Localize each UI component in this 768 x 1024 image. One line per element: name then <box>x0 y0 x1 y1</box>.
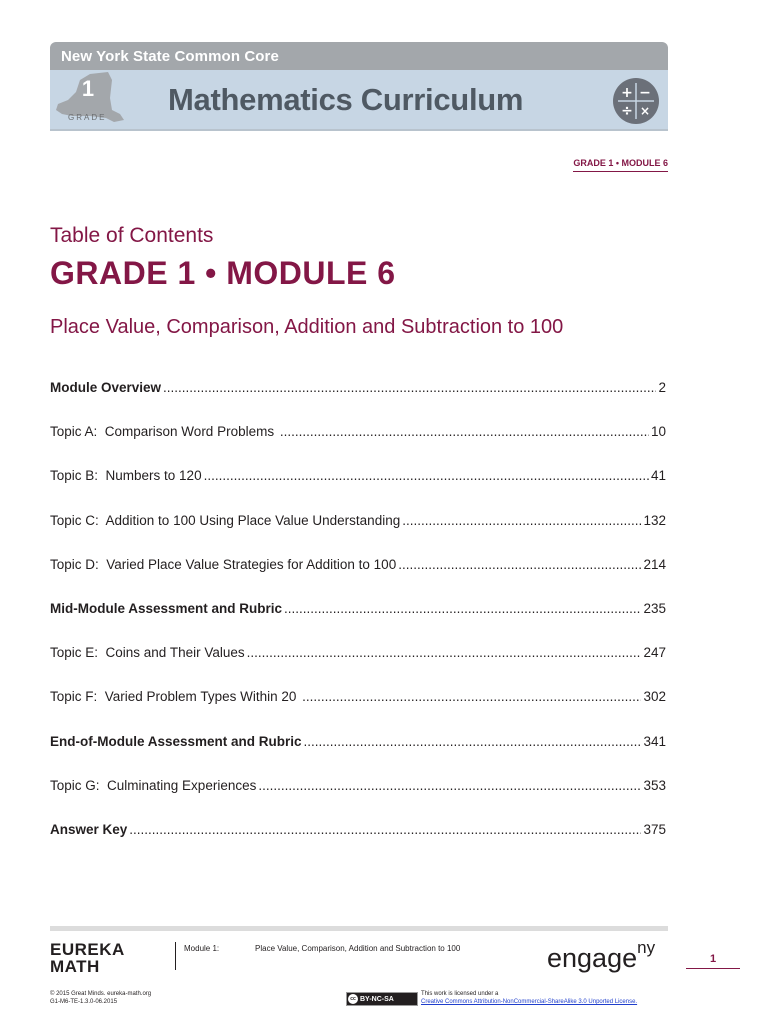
svg-text:−: − <box>639 85 651 101</box>
toc-leader <box>402 513 641 528</box>
toc-entry-page: 302 <box>643 689 666 704</box>
toc-leader <box>204 468 649 483</box>
grade-word: GRADE <box>68 113 107 122</box>
banner-top-bar <box>50 42 668 70</box>
toc-entry[interactable] <box>50 638 666 660</box>
eureka-math-logo <box>50 941 125 975</box>
engageny-logo <box>547 938 656 974</box>
copyright-line-1: © 2015 Great Minds. eureka-math.org <box>50 991 152 997</box>
license-note <box>421 990 637 1006</box>
toc-leader <box>398 557 641 572</box>
toc-entry[interactable] <box>50 373 666 395</box>
toc-entry-page: 214 <box>643 557 666 572</box>
toc-leader <box>163 380 656 395</box>
toc-leader <box>129 822 641 837</box>
footer-rule <box>50 926 668 931</box>
svg-text:÷: ÷ <box>621 103 633 119</box>
toc-entry[interactable] <box>50 727 666 749</box>
curriculum-title: Mathematics Curriculum <box>168 82 524 117</box>
copyright-line-2: G1-M6-TE-1.3.0-06.2015 <box>50 999 118 1005</box>
banner-main <box>50 70 668 131</box>
creative-commons-badge[interactable] <box>346 992 418 1006</box>
engage-text: engage <box>547 943 638 973</box>
svg-text:×: × <box>639 104 651 118</box>
engage-sup: ny <box>637 938 656 957</box>
cc-badge-text: BY-NC-SA <box>360 995 394 1003</box>
toc-leader <box>280 424 649 439</box>
toc-entry-label: Topic D: Varied Place Value Strategies for Addition to 100 <box>50 557 397 572</box>
toc-leader <box>258 778 641 793</box>
logo-line-2: MATH <box>50 957 100 976</box>
module-subtitle: Place Value, Comparison, Addition and Subtraction to 100 <box>50 316 564 338</box>
toc-entry[interactable] <box>50 417 666 439</box>
toc-entry-page: 353 <box>643 778 666 793</box>
toc-entry-page: 2 <box>658 380 666 395</box>
footer-module-topic: Place Value, Comparison, Addition and Subtraction to 100 <box>255 944 461 953</box>
page-number: 1 <box>686 953 740 969</box>
toc-entry-label: Mid-Module Assessment and Rubric <box>50 601 283 616</box>
header-module-ref: GRADE 1 • MODULE 6 <box>573 158 668 172</box>
toc-entry-page: 247 <box>643 645 666 660</box>
copyright <box>50 990 151 1006</box>
toc-entry-label: Topic E: Coins and Their Values <box>50 645 245 660</box>
logo-line-1: EUREKA <box>50 940 125 959</box>
math-operations-icon <box>612 77 660 125</box>
toc-entry[interactable] <box>50 550 666 572</box>
toc-leader <box>302 689 641 704</box>
toc-entry-label: Answer Key <box>50 822 128 837</box>
toc-entry-label: Topic C: Addition to 100 Using Place Value Understanding <box>50 513 401 528</box>
toc-entry[interactable] <box>50 682 666 704</box>
toc-entry-page: 375 <box>643 822 666 837</box>
toc-heading: Table of Contents <box>50 224 214 247</box>
banner-top-label: New York State Common Core <box>61 48 279 65</box>
toc-entry[interactable] <box>50 594 666 616</box>
grade-number: 1 <box>81 76 95 101</box>
svg-text:+: + <box>621 85 633 101</box>
toc-entry-page: 341 <box>643 734 666 749</box>
cc-icon: cc <box>348 994 358 1004</box>
toc-leader <box>284 601 641 616</box>
module-title: GRADE 1 • MODULE 6 <box>50 255 396 291</box>
toc-entry-label: Topic G: Culminating Experiences <box>50 778 257 793</box>
license-line: This work is licensed under a <box>421 991 499 997</box>
toc-entry-label: Topic F: Varied Problem Types Within 20 <box>50 689 301 704</box>
toc-leader <box>304 734 642 749</box>
toc-entry[interactable] <box>50 506 666 528</box>
toc-entry[interactable] <box>50 461 666 483</box>
toc-entry-label: Topic A: Comparison Word Problems <box>50 424 278 439</box>
footer-module-label: Module 1: <box>184 944 220 953</box>
toc-leader <box>247 645 642 660</box>
toc-entry-page: 10 <box>650 424 666 439</box>
toc-entry[interactable] <box>50 771 666 793</box>
footer-divider <box>175 942 176 970</box>
toc-entry-page: 235 <box>643 601 666 616</box>
toc-entry-label: End-of-Module Assessment and Rubric <box>50 734 302 749</box>
license-link[interactable]: Creative Commons Attribution-NonCommercial-ShareAlike 3.0 Unported License. <box>421 999 638 1005</box>
toc-entry-page: 132 <box>643 513 666 528</box>
toc-entry-label: Topic B: Numbers to 120 <box>50 468 202 483</box>
toc-entry-page: 41 <box>650 468 666 483</box>
toc-entry[interactable] <box>50 815 666 837</box>
toc-entry-label: Module Overview <box>50 380 162 395</box>
